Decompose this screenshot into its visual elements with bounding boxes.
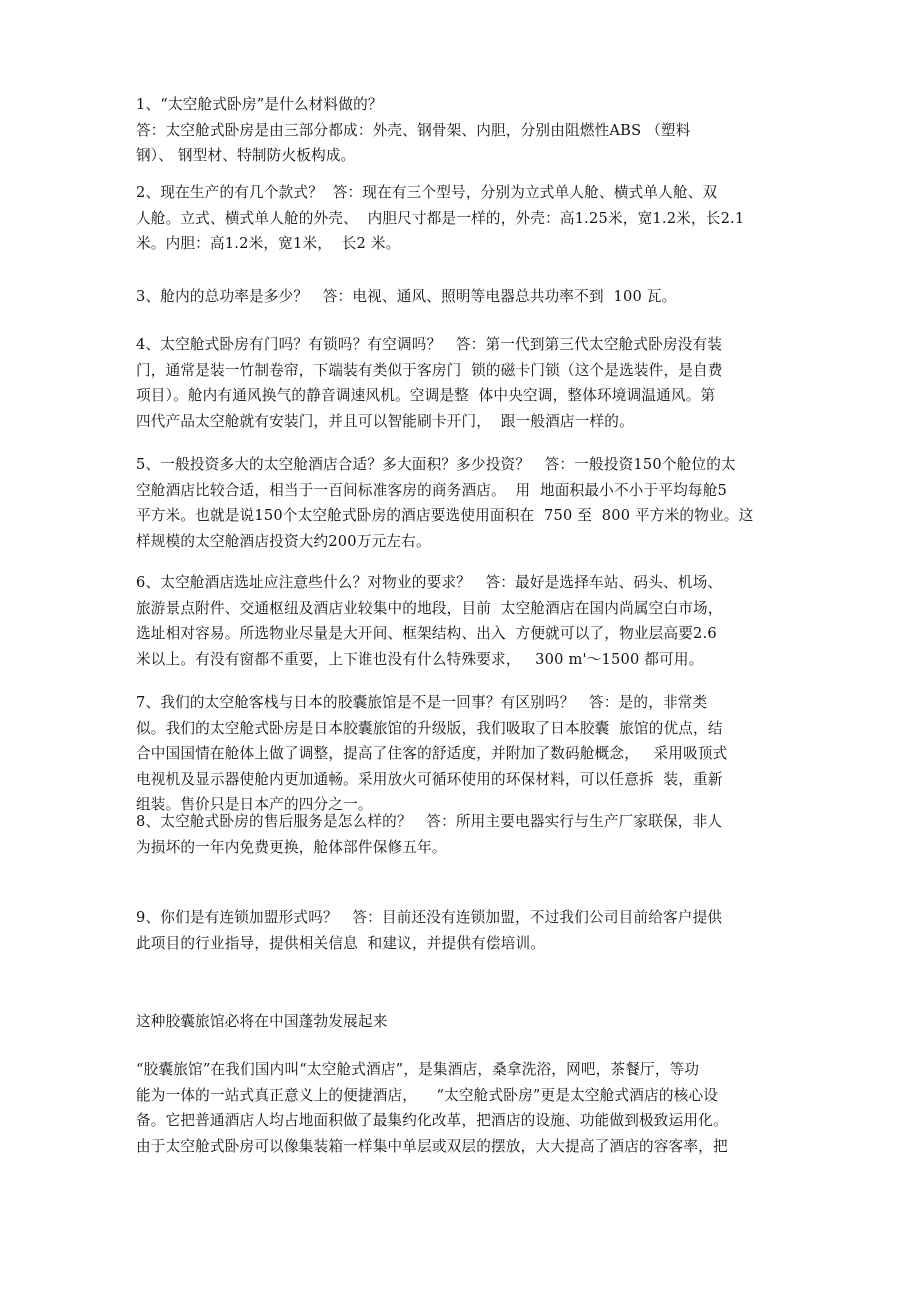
text-line: 钢）、 钢型材、特制防火板构成。	[136, 147, 356, 164]
text-line: 由于太空舱式卧房可以像集装箱一样集中单层或双层的摆放，大大提高了酒店的容客率，把	[136, 1137, 728, 1155]
text-line: 门，通常是装一竹制卷帘，下端装有类似于客房门 锁的磁卡门锁（这个是选装件，是自费	[136, 361, 723, 379]
text-line: 电视机及显示器使舱内更加通畅。采用放火可循环使用的环保材料，可以任意拆 装，重新	[136, 770, 723, 788]
faq-paragraph	[136, 92, 816, 169]
faq-paragraph	[136, 284, 816, 310]
faq-paragraph	[136, 570, 816, 672]
text-line: 米。内胆：高1.2米，宽1米， 长2 米。	[136, 235, 401, 252]
text-line: 答：太空舱式卧房是由三部分都成：外壳、钢骨架、内胆，分别由阻燃性ABS （塑料	[136, 121, 691, 139]
text-line: 1、“太空舱式卧房”是什么材料做的？	[136, 96, 383, 113]
text-line: 6、太空舱酒店选址应注意些什么？对物业的要求？ 答：最好是选择车站、码头、机场、	[136, 574, 723, 591]
faq-paragraph	[136, 690, 816, 818]
body-paragraph	[136, 1057, 816, 1159]
text-line: 9、你们是有连锁加盟形式吗？ 答：目前还没有连锁加盟，不过我们公司目前给客户提供	[136, 909, 723, 926]
text-line: 平方米。也就是说150个太空舱式卧房的酒店要选使用面积在 750 至 800 平方米的物业。这	[136, 507, 754, 524]
text-line: 能为一体的一站式真正意义上的便捷酒店， “太空舱式卧房”更是太空舱式酒店的核心设	[136, 1086, 719, 1104]
faq-paragraph	[136, 180, 816, 257]
text-line: 组装。售价只是日本产的四分之一。	[136, 796, 373, 813]
faq-paragraph	[136, 905, 816, 956]
faq-paragraph	[136, 809, 816, 860]
text-line: 样规模的太空舱酒店投资大约200万元左右。	[136, 532, 431, 550]
text-line: 备。它把普通酒店人均占地面积做了最集约化改革，把酒店的设施、功能做到极致运用化。	[136, 1112, 728, 1129]
faq-paragraph	[136, 332, 816, 434]
section-heading	[136, 1009, 816, 1035]
text-line: 空舱酒店比较合适，相当于一百间标准客房的商务酒店。 用 地面积最小不小于平均每舱5	[136, 481, 728, 499]
text-line: 2、现在生产的有几个款式？ 答：现在有三个型号，分别为立式单人舱、横式单人舱、双	[136, 184, 718, 201]
text-line: 人舱。立式、横式单人舱的外壳、 内胆尺寸都是一样的，外壳：高1.25米，宽1.2米，长2.1	[136, 209, 745, 227]
text-line: 项目）。舱内有通风换气的静音调速风机。空调是整 体中央空调，整体环境调温通风。第	[136, 387, 716, 404]
text-line: 此项目的行业指导，提供相关信息 和建议，并提供有偿培训。	[136, 934, 546, 952]
text-line: 为损坏的一年内免费更换，舱体部件保修五年。	[136, 838, 447, 856]
text-line: 米以上。有没有窗都不重要，上下谁也没有什么特殊要求， 300 m'〜1500 都可用。	[136, 650, 704, 668]
text-line: 合中国国情在舱体上做了调整，提高了住客的舒适度，并附加了数码舱概念， 采用吸顶式	[136, 745, 728, 762]
text-line: 旅游景点附件、交通枢纽及酒店业较集中的地段，目前 太空舱酒店在国内尚属空白市场，	[136, 599, 723, 617]
text-line: 似。我们的太空舱式卧房是日本胶囊旅馆的升级版，我们吸取了日本胶囊 旅馆的优点，结	[136, 719, 723, 737]
text-line: 选址相对容易。所选物业尽量是大开间、框架结构、出入 方便就可以了，物业层高要2.6	[136, 625, 717, 642]
text-line: 4、太空舱式卧房有门吗？有锁吗？有空调吗？ 答：第一代到第三代太空舱式卧房没有装	[136, 336, 723, 353]
text-line: 5、一般投资多大的太空舱酒店合适？多大面积？多少投资？ 答：一般投资150个舱位的太	[136, 456, 736, 473]
text-line: 3、舱内的总功率是多少？ 答：电视、通风、照明等电器总共功率不到 100 瓦。	[136, 288, 677, 305]
faq-paragraph	[136, 452, 816, 554]
text-line: 7、我们的太空舱客栈与日本的胶囊旅馆是不是一回事？有区别吗？ 答：是的，非常类	[136, 694, 708, 711]
text-line: “胶囊旅馆”在我们国内叫“太空舱式酒店”，是集酒店，桑拿洗浴，网吧，茶餐厅，等功	[136, 1061, 700, 1078]
text-line: 四代产品太空舱就有安装门，并且可以智能刷卡开门， 跟一般酒店一样的。	[136, 412, 634, 430]
text-line: 8、太空舱式卧房的售后服务是怎么样的？ 答：所用主要电器实行与生产厂家联保，非人	[136, 813, 723, 830]
text-line: 这种胶囊旅馆必将在中国蓬勃发展起来	[136, 1013, 388, 1030]
